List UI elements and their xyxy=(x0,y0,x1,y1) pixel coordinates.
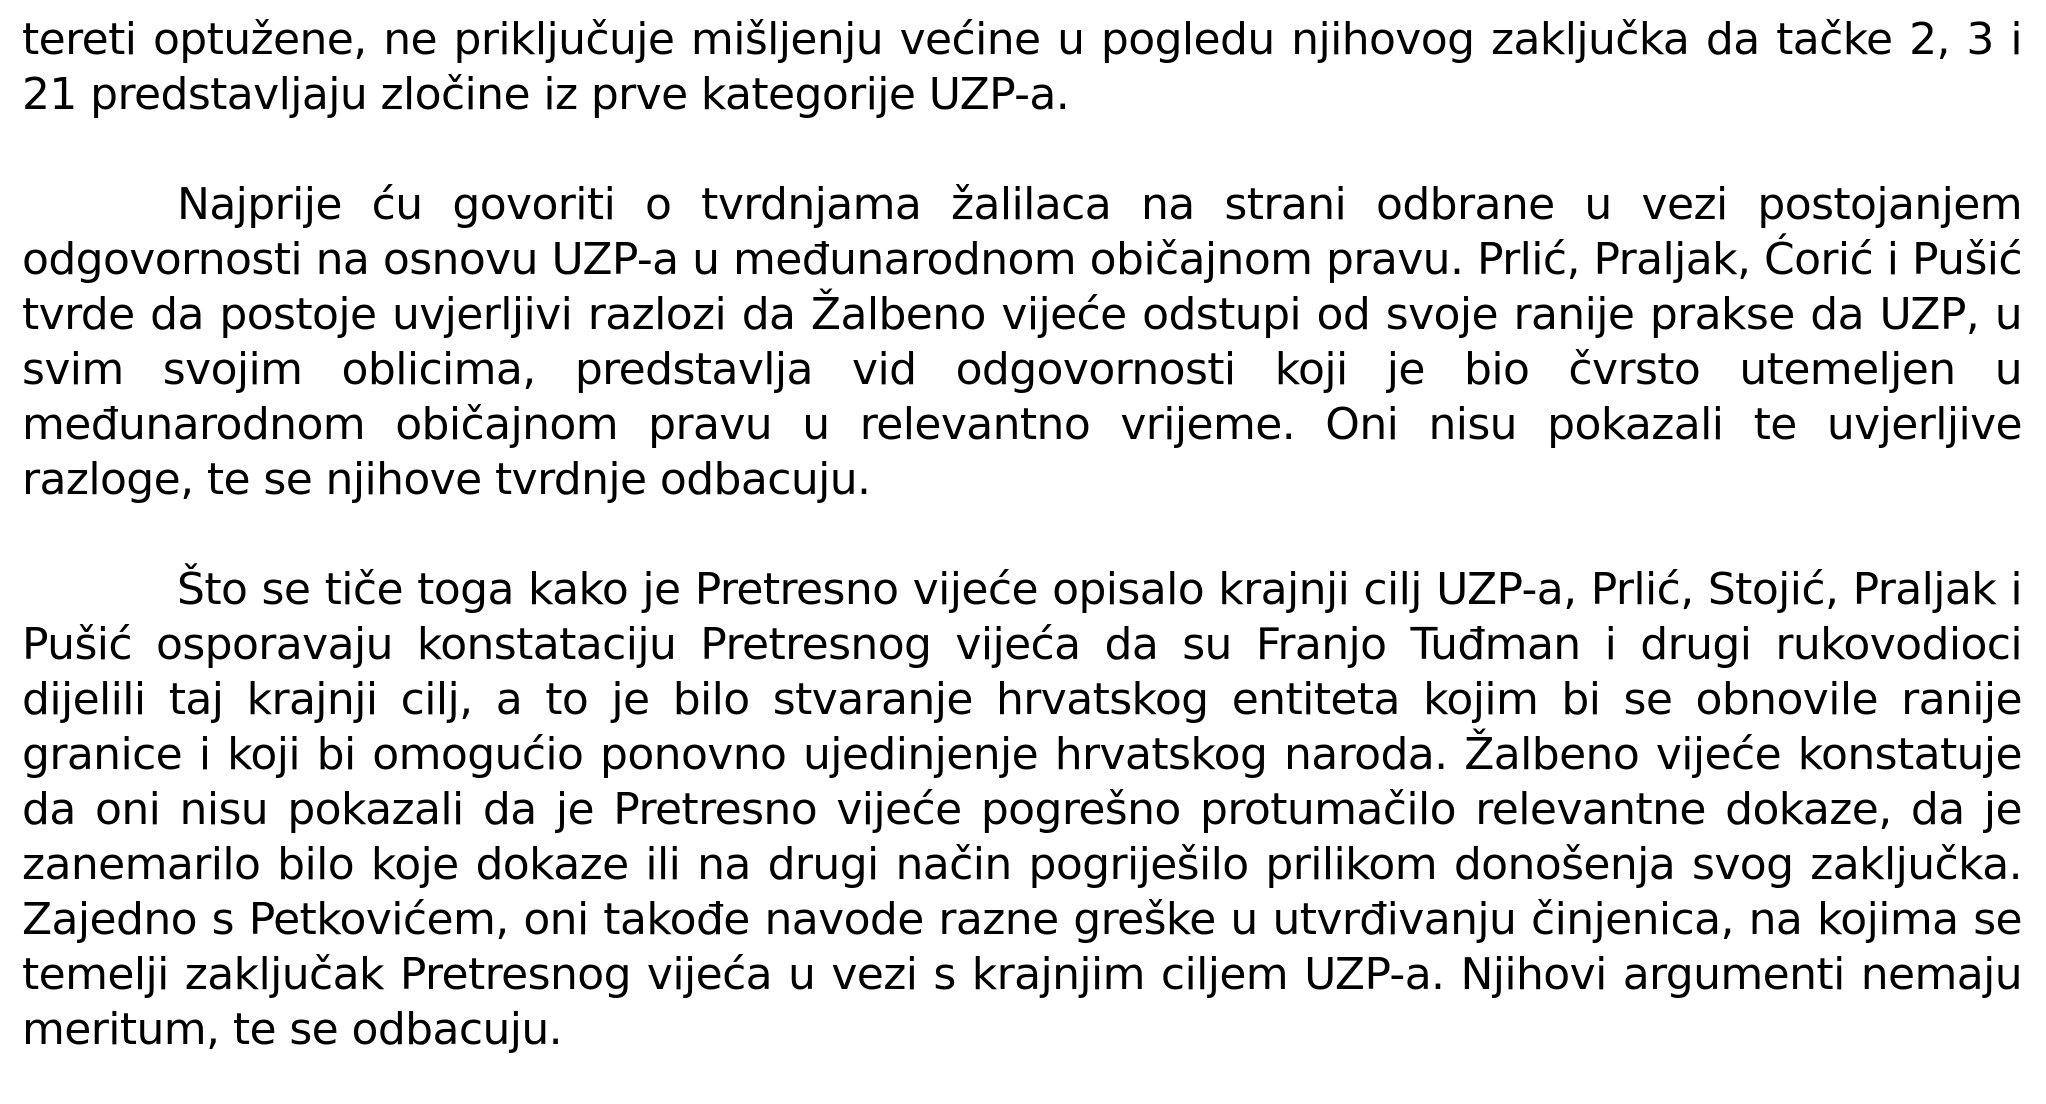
paragraph-continuation: tereti optužene, ne priključuje mišljenju većine u pogledu njihovog zaključka da tačke 2, 3 i 21 predstavljaju zločine iz prve kategorije UZP-a. xyxy=(22,14,2022,120)
paragraph-jce-ultimate-purpose: Što se tiče toga kako je Pretresno vijeće opisalo krajnji cilj UZP-a, Prlić, Stojić, Praljak i Pušić osporavaju konstataciju Pretresnog vijeća da su Franjo Tuđman i drugi rukovodioci dijelili taj krajnji cilj, a to je bilo stvaranje hrvatskog entiteta kojim bi se obnovile ranije granice i koji bi omogućio ponovno ujedinjenje hrvatskog naroda. Žalbeno vijeće konstatuje da oni nisu pokazali da je Pretresno vijeće pogrešno protumačilo relevantne dokaze, da je zanemarilo bilo koje dokaze ili na drugi način pogriješilo prilikom donošenja svog zaključka. Zajedno s Petkovićem, oni takođe navode razne greške u utvrđivanju činjenica, na kojima se temelji zaključak Pretresnog vijeća u vezi s krajnjim ciljem UZP-a. Njihovi argumenti nemaju meritum, te se odbacuju. xyxy=(22,564,2022,1055)
document-page xyxy=(22,0,2022,1057)
paragraph-jce-customary-law: Najprije ću govoriti o tvrdnjama žalilaca na strani odbrane u vezi postojanjem odgovornosti na osnovu UZP-a u međunarodnom običajnom pravu. Prlić, Praljak, Ćorić i Pušić tvrde da postoje uvjerljivi razlozi da Žalbeno vijeće odstupi od svoje ranije prakse da UZP, u svim svojim oblicima, predstavlja vid odgovornosti koji je bio čvrsto utemeljen u međunarodnom običajnom pravu u relevantno vrijeme. Oni nisu pokazali te uvjerljive razloge, te se njihove tvrdnje odbacuju. xyxy=(22,179,2022,505)
